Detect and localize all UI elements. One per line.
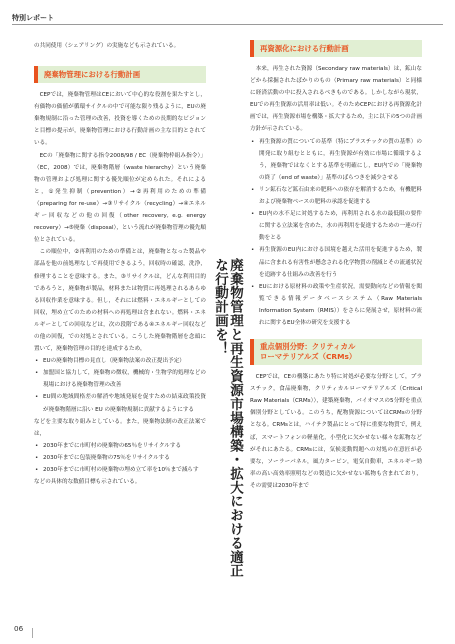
list-item: • EU間の地域間格差の解消や地域発展を促すための結束政策投資が廃棄物階層に沿い EU の廃棄物規制に貢献するようにする [34, 391, 206, 415]
heading-line: 重点個別分野：クリティカル [260, 342, 356, 352]
vertical-title: 廃棄物管理と再生資源市場構築・拡大における適正な行動計画を！ [212, 258, 243, 578]
list-item: • リン鉱石など鉱石由来の肥料への依存を解消するため，有機肥料および廃棄物ベースの肥料の承認を促進する [250, 184, 422, 208]
bullet-list [34, 355, 206, 415]
right-column [250, 40, 422, 492]
paragraph: この順位中，②再利用のための準備とは，廃棄物となった製品や部品を他の前処理なしで再使用できるよう，回収時の確認，洗浄，修理することを意味する。また，③リサイクルは，どんな利用目的であろうと，廃棄物が製品，材料または物質に再処理されるあらゆる回収作業を意味する。但し，それには燃料・エネルギーとしての回収，埋め立てのための材料への再処理は含まれない。燃料・エネルギーとしての回収などは，次の段階である④エネルギー回収などの他の回復，での対処とされている。こうした廃棄物階層を念頭に置いて，廃棄物管理の目的を達成するため， [34, 249, 206, 353]
bullet-list [250, 136, 422, 330]
section-heading-resource: 再資源化における行動計画 [250, 40, 422, 57]
paragraph: などを主要な取り組みとしている。また，廃棄物法制の改正法案では， [34, 418, 206, 437]
report-category-label: 特別レポート [12, 14, 54, 22]
list-item: • 2030年までに市町村の廃棄物の65％をリサイクルする [34, 440, 206, 452]
footer-rule [32, 628, 33, 638]
list-item: • EUにおける原材料の政策や生産状況，需要動向などの情報を閲覧できる情報データベースシステム（Raw Materials Information System（RMIS））をさらに発展させ，原材料の流れに関するEU全体の研究を支援する [250, 281, 422, 329]
paragraph: ECの「廃棄物に関する指令2008/98 / EC（廃棄物枠組み指令）」（EC，2008）では，廃棄物階層（waste hierarchy）という廃棄物の管理および処理に関する優先順位が定められた。それによると，①発生抑制（prevention）→②再利用のための準備（preparing for re-use）→③リサイクル（recycling）→④エネルギー回収などの他の回復（other recovery, e.g. energy recovery）→⑤廃棄（disposal），という流れが廃棄物管理の優先順位とされている。 [34, 152, 206, 244]
intro-text: の共同使用（シェアリング）の実施なども示されている。 [34, 43, 180, 49]
paragraph: CEPでは，CEの構築にあたり特に対処が必要な分野として，プラスチック，食品廃棄物，クリティカルローマテリアルズ（Critical Raw Materials（CRMs）），建築廃棄物，バイオマスの5分野を重点個別分野としている。このうち，配物資源についてはCRMsの分野となる。CRMsとは，ハイテク製品にとって特に重要な物質で，例えば，スマートフォンの軽量化，小型化に欠かせない様々な鉱物などがそれにあたる。CRMsには，気候変動問題への対処の在意匠が必要な，ソーラーパネル，風力タービン，電気自動車，エネルギー効率の高い高効率照明などの製造に欠かせない鉱物も含まれており，その需要は2030年まで [250, 374, 422, 489]
paragraph: 本来，再生された資源（Secondary raw materials）は，鉱山などから採掘されたばかりのもの（Primary raw materials）と同様に経済活動の中に投入されるべきものである。しかしながら現状，EUでの再生資源の活用率は低い。そのためCEPにおける再資源化計画では，再生資源市場を構築・拡大するため，主に以下の5つの計画方針が示されている。 [250, 66, 422, 133]
list-item: • 2030年までに市町村の廃棄物の埋め立て率を10％まで減らす [34, 464, 206, 476]
section-heading-crms [250, 339, 422, 365]
target-list [34, 440, 206, 476]
list-item: • EUの廃棄物目標の見直し（廃棄物法案の改正提出予定） [34, 355, 206, 367]
list-item: • 2030年までに包装廃棄物の75％をリサイクルする [34, 452, 206, 464]
left-column [34, 40, 206, 488]
heading-line: ローマテリアルズ（CRMs） [260, 352, 357, 362]
list-item: • 再生資源のEU内における国境を越えた活用を促進するため，製品に含まれる有害性が懸念される化学物質の削減とその流通状況を追跡する仕組みの改善を行う [250, 244, 422, 280]
paragraph: CEPでは，廃棄物管理はCEにおいて中心的な役割を果たすとし，有価物の価値が循環サイクルの中で可能な限り残るように，EUの廃棄物規制に沿った管理の改善，投資を導くための長期的なビジョンと目標の提示が，廃棄物管理における行動計画の主な目的とされている。 [34, 92, 206, 147]
page-number: 06 [14, 624, 24, 633]
section-heading-waste: 廃棄物管理における行動計画 [34, 66, 206, 83]
header-rule [12, 24, 443, 25]
paragraph: などの具体的な数値目標も示されている。 [34, 479, 141, 486]
list-item: • 再生資源の質についての基準（特にプラスチックの質の基準）の開発に取り組むとともに，再生資源が有効に市場に循環するよう，廃棄物ではなくとする基準を明確にし，EU内での「廃棄物の終了（end of waste）」基準のばらつきを減少させる [250, 136, 422, 184]
list-item: • EU内の水不足に対処するため，再利用される水の最低限の要件に関する立法案を含めた，水の再利用を促進するための一連の行動をとる [250, 208, 422, 244]
list-item: • 加盟国と協力して，廃棄物の徴収，機械的・生物学的処理などの現場における廃棄物管理の改善 [34, 367, 206, 391]
